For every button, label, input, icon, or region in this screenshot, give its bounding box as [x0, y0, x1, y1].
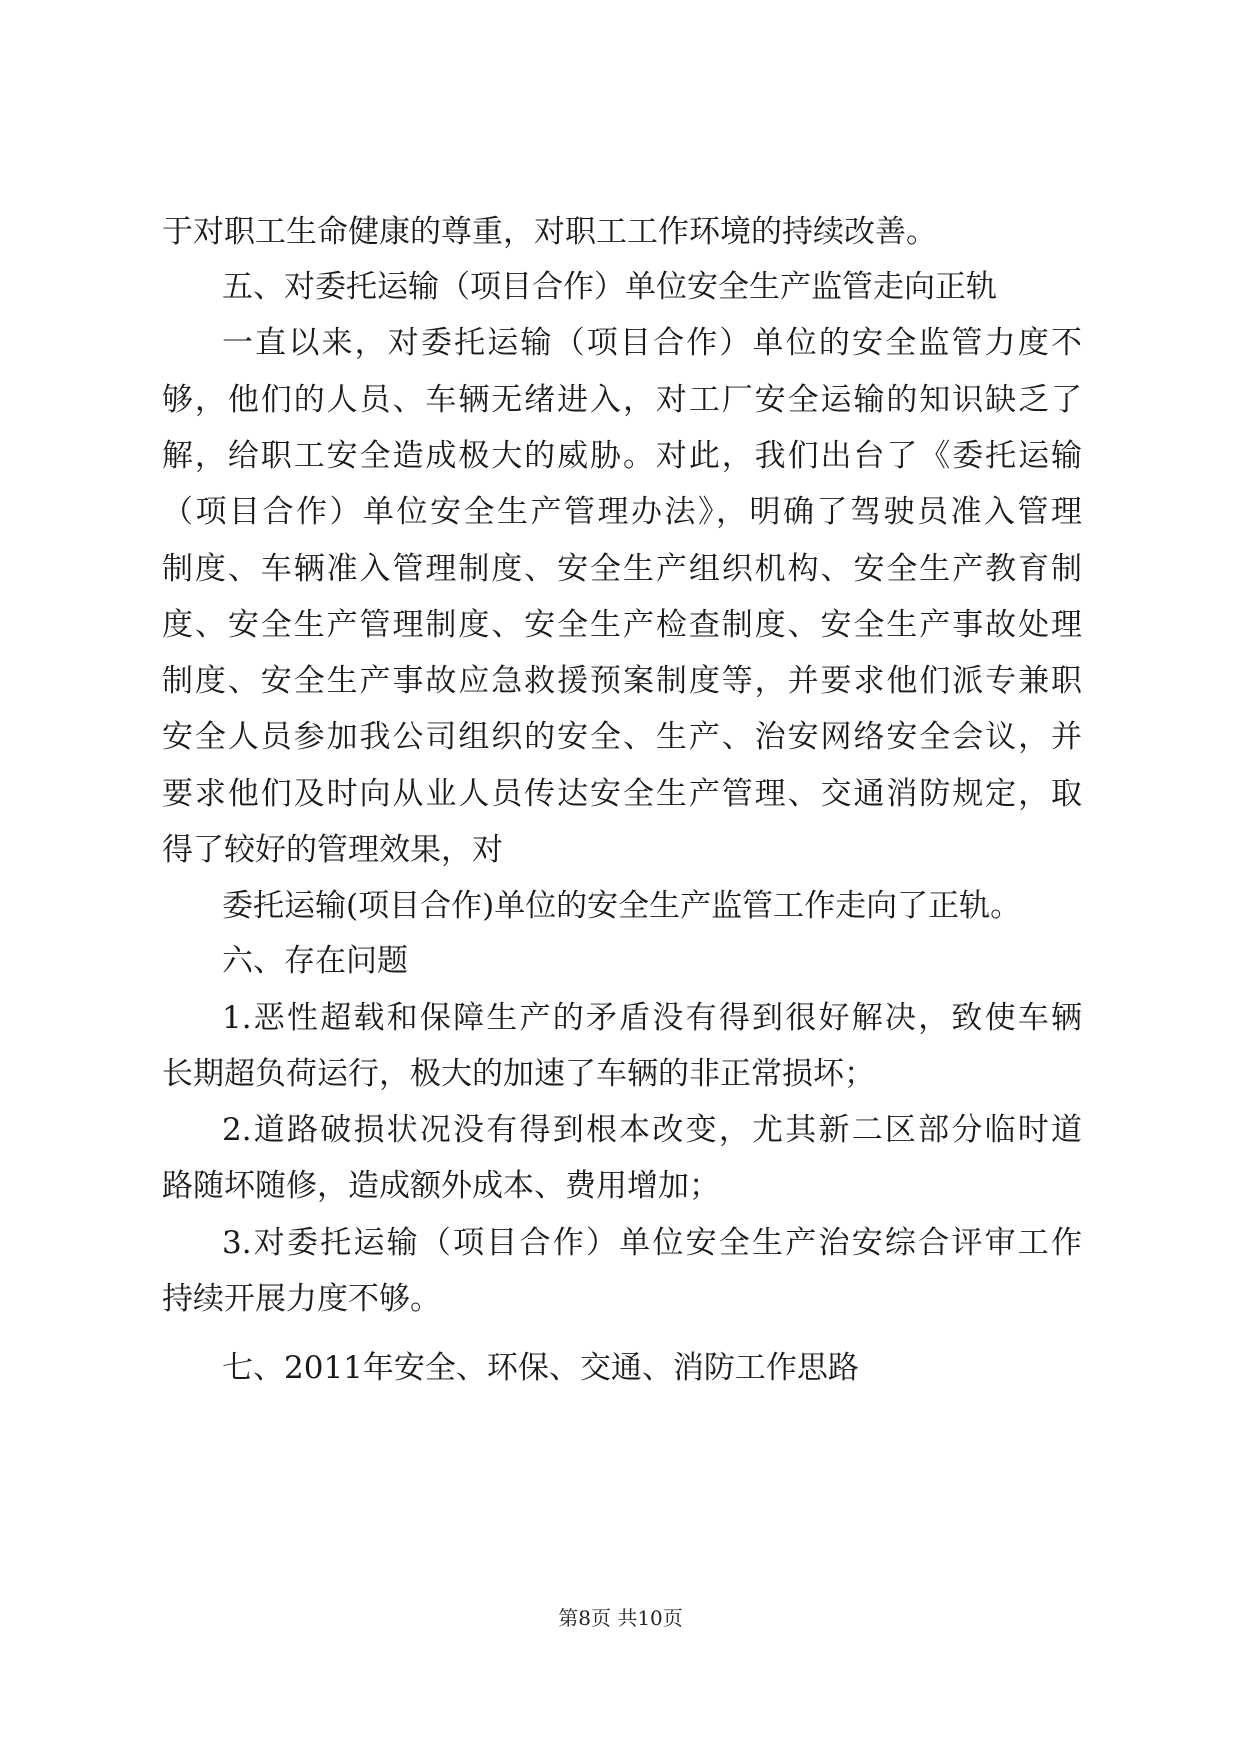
text-line: （项目合作）单位安全生产管理办法》，明确了驾驶员准入管理 — [162, 494, 1082, 530]
text-line: 制度、车辆准入管理制度、安全生产组织机构、安全生产教育制 — [162, 551, 1082, 587]
list-item: 2.道路破损状况没有得到根本改变，尤其新二区部分临时道 — [222, 1112, 1082, 1148]
section-heading: 六、存在问题 — [222, 943, 408, 979]
list-item: 1.恶性超载和保障生产的矛盾没有得到很好解决，致使车辆 — [222, 1000, 1082, 1036]
text-line: 一直以来，对委托运输（项目合作）单位的安全监管力度不 — [222, 325, 1082, 361]
text-line: 委托运输(项目合作)单位的安全生产监管工作走向了正轨。 — [222, 888, 1022, 924]
page-footer — [0, 1604, 1241, 1632]
text-line: 安全人员参加我公司组织的安全、生产、治安网络安全会议，并 — [162, 719, 1082, 755]
text-line: 制度、安全生产事故应急救援预案制度等，并要求他们派专兼职 — [162, 663, 1082, 699]
text-line: 解，给职工安全造成极大的威胁。对此，我们出台了《委托运输 — [162, 438, 1082, 474]
text-line: 度、安全生产管理制度、安全生产检查制度、安全生产事故处理 — [162, 607, 1082, 643]
text-line: 要求他们及时向从业人员传达安全生产管理、交通消防规定，取 — [162, 776, 1082, 812]
text-line: 持续开展力度不够。 — [162, 1281, 441, 1317]
text-line: 够，他们的人员、车辆无绪进入，对工厂安全运输的知识缺乏了 — [162, 382, 1082, 418]
list-item: 3.对委托运输（项目合作）单位安全生产治安综合评审工作 — [222, 1225, 1082, 1261]
section-heading: 七、2011年安全、环保、交通、消防工作思路 — [222, 1350, 859, 1386]
text-line: 长期超负荷运行，极大的加速了车辆的非正常损坏； — [162, 1056, 875, 1092]
text-line: 得了较好的管理效果，对 — [162, 832, 503, 868]
section-heading: 五、对委托运输（项目合作）单位安全生产监管走向正轨 — [222, 269, 997, 305]
text-line: 路随坏随修，造成额外成本、费用增加； — [162, 1168, 720, 1204]
text-line: 于对职工生命健康的尊重，对职工工作环境的持续改善。 — [162, 214, 937, 250]
page-number-label: 第8页 共10页 — [558, 1606, 683, 1630]
